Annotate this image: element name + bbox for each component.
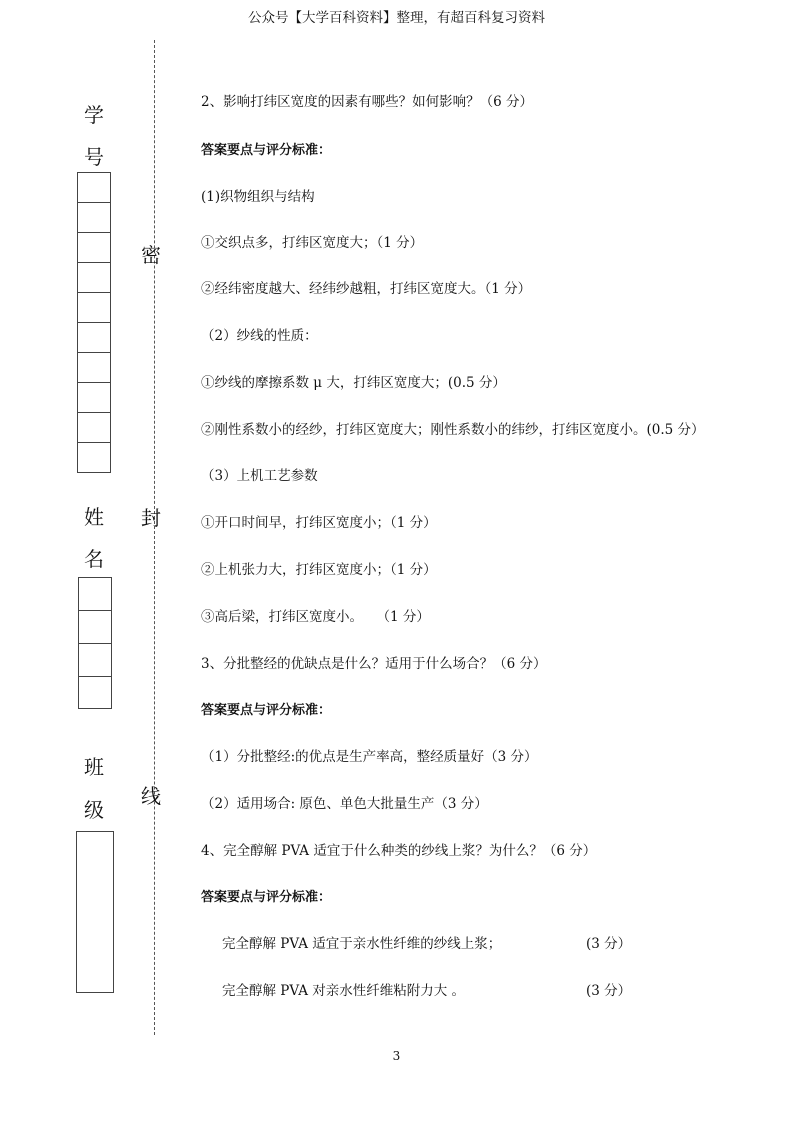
q2-answer-heading: 答案要点与评分标准：	[201, 143, 332, 158]
student-id-cell	[78, 413, 110, 443]
student-id-label-char-1: 学	[84, 103, 104, 127]
q4-answer-heading: 答案要点与评分标准：	[201, 890, 332, 905]
page-header: 公众号【大学百科资料】整理，有超百科复习资料	[248, 10, 545, 26]
q3-answer-line: （1）分批整经:的优点是生产率高，整经质量好（3 分）	[201, 749, 538, 765]
student-id-box	[77, 172, 111, 473]
name-box	[78, 577, 112, 709]
name-cell	[79, 644, 111, 677]
q4-answer-score: (3 分）	[586, 936, 632, 952]
name-cell	[79, 611, 111, 644]
student-id-cell	[78, 323, 110, 353]
name-cell	[79, 677, 111, 708]
q2-answer-line: ①开口时间早，打纬区宽度小；（1 分）	[201, 515, 437, 531]
q2-answer-line: ②经纬密度越大、经纬纱越粗，打纬区宽度大。（1 分）	[201, 281, 532, 297]
q2-answer-line: ①纱线的摩擦系数 μ 大，打纬区宽度大；(0.5 分）	[201, 375, 506, 391]
seal-char-xian: 线	[141, 784, 161, 808]
q2-answer-line: ③高后梁，打纬区宽度小。 （1 分）	[201, 609, 430, 625]
student-id-label-char-2: 号	[84, 145, 104, 169]
name-label-char-1: 姓	[84, 505, 104, 529]
student-id-cell	[78, 443, 110, 472]
q4-answer-line: 完全醇解 PVA 适宜于亲水性纤维的纱线上浆；	[222, 936, 502, 952]
page-number: 3	[392, 1049, 401, 1063]
seal-char-mi: 密	[141, 243, 161, 267]
q3-answer-heading: 答案要点与评分标准：	[201, 703, 332, 718]
student-id-cell	[78, 173, 110, 203]
seal-char-feng: 封	[141, 506, 161, 530]
q3-answer-line: （2）适用场合: 原色、单色大批量生产（3 分）	[201, 796, 488, 812]
student-id-cell	[78, 263, 110, 293]
q4-answer-line: 完全醇解 PVA 对亲水性纤维粘附力大 。	[222, 983, 466, 999]
seal-dashed-line	[154, 40, 155, 1035]
class-label-char-2: 级	[84, 798, 104, 822]
q2-answer-line: （3）上机工艺参数	[201, 468, 318, 484]
q2-answer-line: (1)织物组织与结构	[201, 189, 315, 205]
q4-title: 4、完全醇解 PVA 适宜于什么种类的纱线上浆？为什么？（6 分）	[201, 843, 597, 859]
student-id-cell	[78, 353, 110, 383]
student-id-cell	[78, 293, 110, 323]
student-id-cell	[78, 233, 110, 263]
q2-answer-line: ①交织点多，打纬区宽度大；（1 分）	[201, 235, 424, 251]
name-label-char-2: 名	[84, 547, 104, 571]
q3-title: 3、分批整经的优缺点是什么？适用于什么场合？（6 分）	[201, 656, 547, 672]
class-box	[76, 831, 114, 993]
q2-answer-line: （2）纱线的性质：	[201, 328, 318, 344]
name-cell	[79, 578, 111, 611]
student-id-cell	[78, 203, 110, 233]
q2-title: 2、影响打纬区宽度的因素有哪些？如何影响？（6 分）	[201, 94, 533, 110]
q4-answer-score: (3 分）	[586, 983, 632, 999]
q2-answer-line: ②上机张力大，打纬区宽度小；（1 分）	[201, 562, 437, 578]
q2-answer-line: ②刚性系数小的经纱，打纬区宽度大；刚性系数小的纬纱，打纬区宽度小。(0.5 分）	[201, 422, 705, 438]
student-id-cell	[78, 383, 110, 413]
class-label-char-1: 班	[84, 755, 104, 779]
